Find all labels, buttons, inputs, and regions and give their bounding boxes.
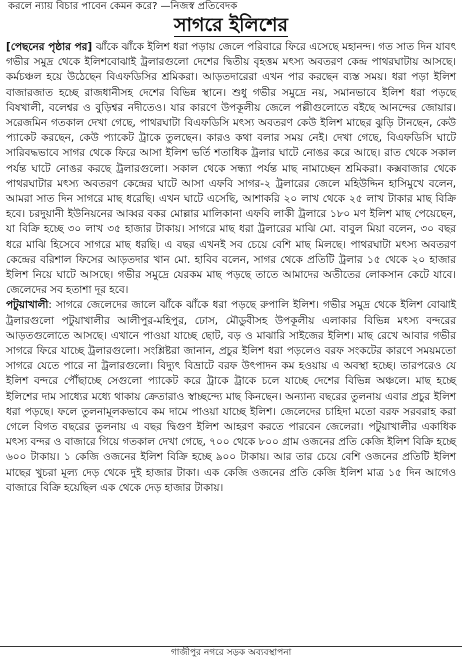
continued-from-tag: [পেছনের পৃষ্ঠার পর]: [6, 41, 93, 53]
paragraph-1-text: ঝাঁকে ঝাঁকে ইলিশ ধরা পড়ায় জেলে পরিবারে ফিরে এসেছে মহানন্দ। গত সাত দিন যাবৎ গভীর সমুদ্র থেকে ইলিশবোঝাই ট্রলারগুলো দেশের দ্বিতীয় বৃহত্তম মৎস্য অবতরণ কেন্দ্র পাথরঘাটায় আসছে। কর্মচঞ্চল হয়ে উঠেছেন বিএফডিসির শ্রমিকরা। আড়তদারেরা এখন পার করছেন ব্যস্ত সময়। ধরা পড়া ইলিশ বাজারজাত হচ্ছে রাজধানীসহ দেশের বিভিন্ন স্থানে। শুধু গভীর সমুদ্রে নয়, সমানভাবে ইলিশ ধরা পড়ছে বিষখালী, বলেশ্বর ও বুড়িশ্বর নদীতেও। যার কারণে উপকূলীয় জেলে পল্লীগুলোতে বইছে আনন্দের জোয়ার। সরেজমিন গতকাল দেখা গেছে, পাথরঘাটা বিএফডিসি মৎস্য অবতরণ কেউ ইলিশ মাছের ঝুড়ি টানছেন, কেউ প্যাকেট করছেন, কেউ প্যাকেট ট্রাকে তুলছেন। কারও কথা বলার সময় নেই। দেখা গেছে, বিএফডিসি ঘাটে সারিবদ্ধভাবে সাগর থেকে ফিরে আসা ইলিশ ভর্তি শতাধিক ট্রলার ঘাটে নোঙর করে আছে। রাত থেকে সকাল পর্যন্ত ঘাটে নোঙর করছে ট্রলারগুলো। সকাল থেকে সন্ধ্যা পর্যন্ত মাছ নামাচ্ছেন শ্রমিকরা। কক্সবাজার থেকে পাথরঘাটার মৎস্য অবতরণ কেন্দ্রের ঘাটে আসা এফবি সাগর-২ ট্রলারের জেলে মহিউদ্দিন হাসিমুখে বলেন, আমরা সাত দিন সাগরে মাছ ধরেছি। এখন ঘাটে এসেছি, আশাকরি ২০ লাখ থেকে ২৫ লাখ টাকার মাছ বিক্রি হবে। চরদুয়ানী ইউনিয়নের আব্বর বকর মোল্লার মালিকানা এফবি লাকী ট্রলারে ১৮০ মণ ইলিশ মাছ পেয়েছেন, যা বিক্রি হচ্ছে ৩০ লাখ ৩৫ হাজার টাকায়। সাগরে মাছ ধরা ট্রলারের মাঝি মো. বাবুল মিয়া বলেন, ৩০ বছর ধরে মাঝি হিসেবে সাগরে মাছ ধরছি। এ বছর এখনই সব চেয়ে বেশি মাছ মিলছে। পাথরঘাটা মৎস্য অবতরণ কেন্দ্রের বরিশাল ফিসের আড়তদার খান মো. হাবিব বলেন, সাগর থেকে প্রতিটি ট্রলার ১৫ থেকে ২০ হাজার ইলিশ নিয়ে ঘাটে আসছে। গভীর সমুদ্রে যেরকম মাছ পড়ছে তাতে আমাদের অতীতের লোকসান কেটে যাবে। জেলেদের সব হতাশা দূর হবে।: [6, 41, 456, 297]
paragraph-2: [6, 298, 456, 496]
dateline: পটুয়াখালী: [6, 299, 49, 312]
headline-text: সাগরে ইলিশের: [173, 14, 289, 36]
article-body: [6, 40, 456, 496]
next-article-headline: গাজীপুর নগরে সড়ক অব্যবস্থাপনা: [170, 648, 292, 658]
headline: [0, 12, 462, 38]
paragraph-1: [6, 40, 456, 298]
paragraph-2-text: : সাগরে জেলেদের জালে ঝাঁকে ঝাঁকে ধরা পড়ছে রুপালি ইলিশ। গভীর সমুদ্র থেকে ইলিশ বোঝাই ট্রলারগুলো পটুয়াখালীর আলীপুর-মহিপুর, ঢোস, মৌডুবীসহ উপকূলীয় এলাকার বিভিন্ন মৎস্য বন্দরের আড়তগুলোতে আসছে। এখানে পাওয়া যাচ্ছে ছোট, বড় ও মাঝারি সাইজের ইলিশ। মাছ রেখে আবার গভীর সাগরে ফিরে যাচ্ছে ট্রলারগুলো। সংশ্লিষ্টরা জানান, প্রচুর ইলিশ ধরা পড়লেও বরফ সংকটের কারণে সময়মতো সাগরে যেতে পারে না ট্রলারগুলো। বিদ্যুৎ বিভ্রাটে বরফ উৎপাদন কম হওয়ায় এ অবস্থা হচ্ছে। তারপরেও যে ইলিশ বন্দরে পৌঁছাচ্ছে সেগুলো প্যাকেট করে ট্রাকে ট্রাকে চলে যাচ্ছে দেশের বিভিন্ন অঞ্চলে। মাছ হচ্ছে ইলিশের দাম সাধ্যের মধ্যে থাকায় ক্রেতারাও স্বাচ্ছন্দ্যে মাছ কিনছেন। অন্যান্য বছরের তুলনায় এবার প্রচুর ইলিশ ধরা পড়ছে। ফলে তুলনামূলকভাবে কম দামে পাওয়া যাচ্ছে ইলিশ। জেলেদের চাহিদা মতো বরফ সরবরাহ করা গেলে বিগত বছরের তুলনায় এ বছর দ্বিগুণ ইলিশ আহরণ করতে পারবেন জেলেরা। পটুয়াখালীর একাধিক মৎস্য বন্দর ও বাজারে গিয়ে গতকাল দেখা গেছে, ৭০০ থেকে ৮০০ গ্রাম ওজনের প্রতি কেজি ইলিশ বিক্রি হচ্ছে ৬০০ টাকায়। ১ কেজি ওজনের ইলিশ বিক্রি হচ্ছে ৯০০ টাকায়। আর তার চেয়ে বেশি ওজনের প্রতিটি ইলিশ মাছের খুচরা মূল্য দেড় থেকে দুই হাজার টাকা। এক কেজি ওজনের প্রতি কেজি ইলিশ মাত্র ১৫ দিন আগেও বাজারে বিক্রি হয়েছিল এক থেকে দেড় হাজার টাকায়।: [6, 299, 456, 494]
previous-article-ending: করলে ন্যায় বিচার পাবেন কেমন করে? —নিজস্ব প্রতিবেদক: [8, 1, 238, 12]
